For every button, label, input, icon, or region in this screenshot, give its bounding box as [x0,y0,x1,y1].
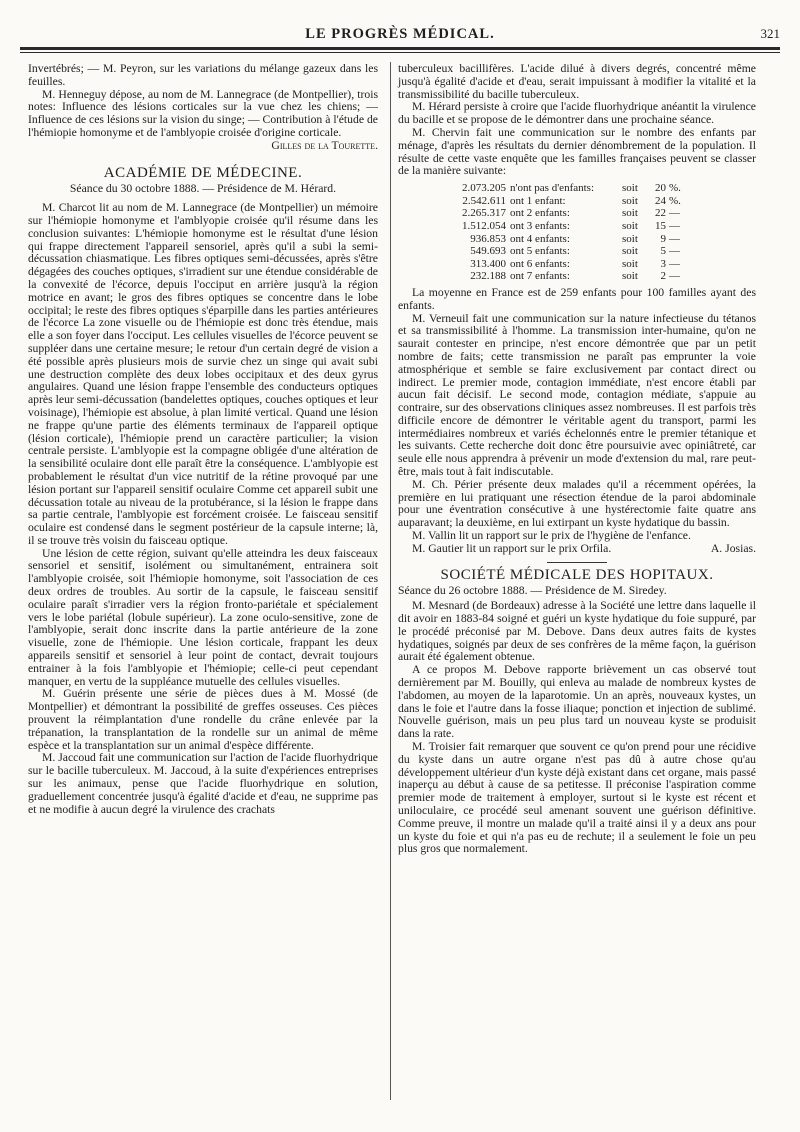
families-table-row [450,207,756,220]
left-paragraph-0: Invertébrés; — M. Peyron, sur les variations du mélange gazeux dans les feuilles. [28,62,378,88]
families-count: 2.542.611 [462,194,506,207]
families-table-row [450,270,756,283]
percent-unit: — [669,219,680,232]
percent-unit: — [669,257,680,270]
families-count: 2.073.205 [462,182,506,195]
right-paragraph-0: tuberculeux bacillifères. L'acide dilué à divers degrés, concentré même jusqu'à égalité d'acide et d'eau, serait impuissant à modifier la vitalité et la transmissibilité du bacille tuberculeux. [398,62,756,101]
column-divider [390,62,391,1100]
families-count: 1.512.054 [462,219,506,232]
families-description: ont 5 enfants: [510,245,570,258]
right-paragraph-7-text: M. Gautier lit un rapport sur le prix Orfila. [412,541,612,555]
percent-unit: — [669,207,680,220]
percent-unit: %. [669,182,681,195]
percent-unit: — [669,232,680,245]
section-title-societe: SOCIÉTÉ MÉDICALE DES HOPITAUX. [440,566,714,583]
section-separator [547,562,607,563]
families-percent: 2 [660,270,666,283]
right-column [398,63,756,856]
session-line-societe: Séance du 26 octobre 1888. — Présidence de M. Siredey. [398,584,667,598]
right-paragraph-5: M. Ch. Périer présente deux malades qu'il a récemment opérées, la première en lui pratiquant une résection étendue de la paroi abdominale pour une éventration consécutive à une hystérectomie faite quatre ans auparavant; la deuxième, en lui extirpant un kyste hydatique du bassin. [398,477,756,530]
header-rule-thick [20,47,780,50]
families-table-row [450,182,756,195]
percent-unit: — [669,245,680,258]
families-table-row [450,220,756,233]
families-percent: 3 [660,257,666,270]
families-description: n'ont pas d'enfants: [510,182,595,195]
soit-label: soit [622,232,638,245]
families-count: 313.400 [470,257,506,270]
families-percent: 9 [660,232,666,245]
session-line-academie: Séance du 30 octobre 1888. — Présidence de M. Hérard. [69,182,337,196]
right-paragraph-8: M. Mesnard (de Bordeaux) adresse à la Société une lettre dans laquelle il dit avoir en 1883-84 soigné et guéri un kyste hydatique du foie suppuré, par le procédé préconisé par M. Debove. Dans deux autres faits de kystes hydatiques, soignés par deux de ses confrères de la même façon, la guérison aurait été également obtenue. [398,599,756,664]
page-number: 321 [760,26,780,41]
families-description: ont 6 enfants: [510,257,570,270]
left-paragraph-4: M. Guérin présente une série de pièces dues à M. Mossé (de Montpellier) et démontrant la possibilité de greffes osseuses. Ces pièces prouvent la réimplantation d'une rondelle du crâne enlevée par la trépanation, la transplantation de la rondelle sur un animal de même espèce et la transplantation sur un animal d'espèce différente. [28,687,378,752]
soit-label: soit [622,182,638,195]
families-table-row [450,195,756,208]
families-count: 232.188 [470,270,506,283]
soit-label: soit [622,219,638,232]
percent-unit: — [669,270,680,283]
families-table [450,182,756,283]
families-description: ont 7 enfants: [510,270,570,283]
families-percent: 24 [655,194,666,207]
right-paragraph-7 [398,543,756,556]
left-column [28,63,378,816]
right-paragraph-4: M. Verneuil fait une communication sur la nature infectieuse du tétanos et sa transmissibilité à l'homme. La transmission inter-humaine, qu'on ne saurait contester en principe, n'est encore démontrée que par un petit nombre de faits; cette transmission ne paraît pas emprunter la voie atmosphérique et semble se faire exclusivement par contact direct ou indirect. Le premier mode, contagion immédiate, n'est encore établi par aucun fait décisif. Le second mode, contagion médiate, s'appuie au contraire, sur des observations cliniques assez nombreuses. Il est parfois très difficile encore de démontrer le véritable agent du transport, parmi les intermédiaires nombreux et variés échelonnés entre le premier tétanique et les suivants. Cette recherche doit donc être poursuivie avec opiniâtreté, car seule elle nous apprendra à prévenir un mode d'extension du mal, rare peut-être, mais tout à fait indiscutable. [398,311,756,479]
right-paragraph-1: M. Hérard persiste à croire que l'acide fluorhydrique anéantit la virulence du bacille et se propose de le démontrer dans une prochaine séance. [398,100,756,127]
soit-label: soit [622,270,638,283]
right-paragraph-9: A ce propos M. Debove rapporte brièvement un cas observé tout dernièrement par M. Bouilly, qui enleva au malade de nombreux kystes de l'abdomen, au moyen de la laparotomie. Un an après, nouveaux kystes, un dans le foie et l'autre dans la fosse iliaque; ponction et injection de sublimé. Nouvelle guérison, mais un peu plus tard un nouveau kyste se produisit dans la rate. [398,663,756,741]
families-count: 936.853 [470,232,506,245]
families-count: 549.693 [470,245,506,258]
families-description: ont 3 enfants: [510,219,570,232]
right-paragraph-10: M. Troisier fait remarquer que souvent ce qu'on prend pour une récidive du kyste dans un autre organe n'est pas dû à autre chose qu'au développement ultérieur d'un kyste déjà existant dans cet organe, mais passé inaperçu au début à cause de sa petitesse. Il préconise l'aspiration comme premier mode de traitement à employer, surtout si le kyste est récent et uniloculaire, ce procédé seul amenant souvent une guérison définitive. Comme preuve, il montre un malade qu'il a traité ainsi il y a deux ans pour un kyste du foie et qui n'a pas eu de rechute; il a seulement le foie un peu plus gros que normalement. [398,740,756,856]
families-count: 2.265.317 [462,207,506,220]
left-paragraph-3: Une lésion de cette région, suivant qu'elle atteindra les deux faisceaux sensoriel et sensitif, isolément ou simultanément, entrainera soit l'amblyopie croisée, soit l'hémiopie homonyme, soit l'association de ces deux ordres de troubles. Au sortir de la capsule, le faisceau sensitif oculaire paraît s'irradier vers la région fronto-pariétale et spécialement vers le lobe pariétal (lobule supérieur). La zone oculo-sensitive, zone de l'amblyopie, serait donc inscrite dans la partie antérieure de la zone visuelle, zone de l'hémiopie. Une lésion corticale, frappant les deux appareils sensitif et sensoriel à leur point de contact, devrait toujours entrainer à la fois l'amblyopie et l'hémiopie; celle-ci peut cependant manquer, en vertu de la suppléance mutuelle des cellules visuelles. [28,546,378,688]
soit-label: soit [622,194,638,207]
right-paragraph-3: La moyenne en France est de 259 enfants pour 100 familles ayant des enfants. [398,285,756,312]
soit-label: soit [622,257,638,270]
families-percent: 22 [655,207,666,220]
signature-josias: A. Josias. [710,541,756,555]
percent-unit: %. [669,194,681,207]
families-table-row [450,258,756,271]
soit-label: soit [622,207,638,220]
right-paragraph-2: M. Chervin fait une communication sur le nombre des enfants par ménage, d'après les résultats du dernier dénombrement de la population. Il résulte de cette vaste enquête que les familles françaises peuvent se classer de la manière suivante: [398,125,756,178]
families-percent: 20 [655,182,666,195]
families-description: ont 2 enfants: [510,207,570,220]
header-rule-thin [20,52,780,53]
families-description: ont 1 enfant: [510,194,566,207]
soit-label: soit [622,245,638,258]
left-paragraph-5: M. Jaccoud fait une communication sur l'action de l'acide fluorhydrique sur le bacille tuberculeux. M. Jaccoud, à la suite d'expériences entreprises sur les animaux, pense que l'acide fluorhydrique en solution, graduellement concentrée jusqu'à égalité d'acide et d'eau, ne supprime pas et ne modifie à aucun degré la virulence des crachats [28,751,378,816]
families-percent: 5 [660,245,666,258]
page-header [20,26,780,48]
section-title-academie: ACADÉMIE DE MÉDECINE. [103,164,303,181]
families-table-row [450,245,756,258]
families-description: ont 4 enfants: [510,232,570,245]
signature-gilles-de-la-tourette: Gilles de la Tourette. [271,138,378,152]
families-table-row [450,233,756,246]
right-paragraph-6: M. Vallin lit un rapport sur le prix de l'hygiène de l'enfance. [412,529,691,543]
families-percent: 15 [655,219,666,232]
left-paragraph-2: M. Charcot lit au nom de M. Lannegrace (de Montpellier) un mémoire sur l'hémiopie homonyme et l'amblyopie croisée qu'il résume dans les conclusion suivantes: L'hémiopie homonyme est le résultat d'une lésion qui frappe directement l'appareil sensoriel, après qu'il a subi la semi-décussation chiasmatique. Les fibres optiques semi-décussées, après s'être dégagées des couches optiques, s'irradient sur une étendue considérable de la convexité de l'écorce, depuis l'occiput en arrière jusqu'à la région motrice en avant; le gros des fibres optiques se concentre dans le lobe occipital; le reste des fibres optiques s'éparpille dans les parties antérieures de l'écorce La zone visuelle ou de l'hémiopie est donc très étendue, mais elle a son foyer dans l'occiput. Les cellules visuelles de l'écorce peuvent se suppléer dans une certaine mesure; le retour d'un certain degré de vision a été possible après plusieurs mois de survie chez un singe qui avait subi une destruction complète des deux lobes occipitaux et des deux gyrus angulaires. Quand une lésion frappe l'ensemble des conducteurs optiques après leur semi-décussation (bandelettes optiques, couches optiques et leur voisinage), l'hémiopie est absolue, à plan limité vertical. Quand une lésion ne frappe qu'une partie des éléments terminaux de l'appareil optique (lésion corticale), l'hémiopie prend un caractère particulier; la vision centrale persiste. L'amblyopie est la compagne obligée d'une altération de la sensibilité oculaire dont elle paraît être la conséquence. L'amblyopie est probablement le résultat d'un vice nutritif de la rétine provoqué par une lésion portant sur l'appareil sensitif oculaire Comme cet appareil subit une décussation totale au niveau de la protubérance, si la lésion le frappe dans sa partie centrale, l'amblyopie est forcément croisée. Le faisceau sensitif oculaire est condensé dans le segment postérieur de la capsule interne; là, il se trouve très voisin du faisceau optique. [28,201,378,547]
left-paragraph-1: M. Henneguy dépose, au nom de M. Lannegrace (de Montpellier), trois notes: Influence des lésions corticales sur la vue chez les chiens; — Influence de ces lésions sur la vision du singe; — Contribution à l'étude de l'hémiopie homonyme et de l'amblyopie croisée d'origine corticale. [28,87,378,139]
running-title: LE PROGRÈS MÉDICAL. [305,26,495,42]
